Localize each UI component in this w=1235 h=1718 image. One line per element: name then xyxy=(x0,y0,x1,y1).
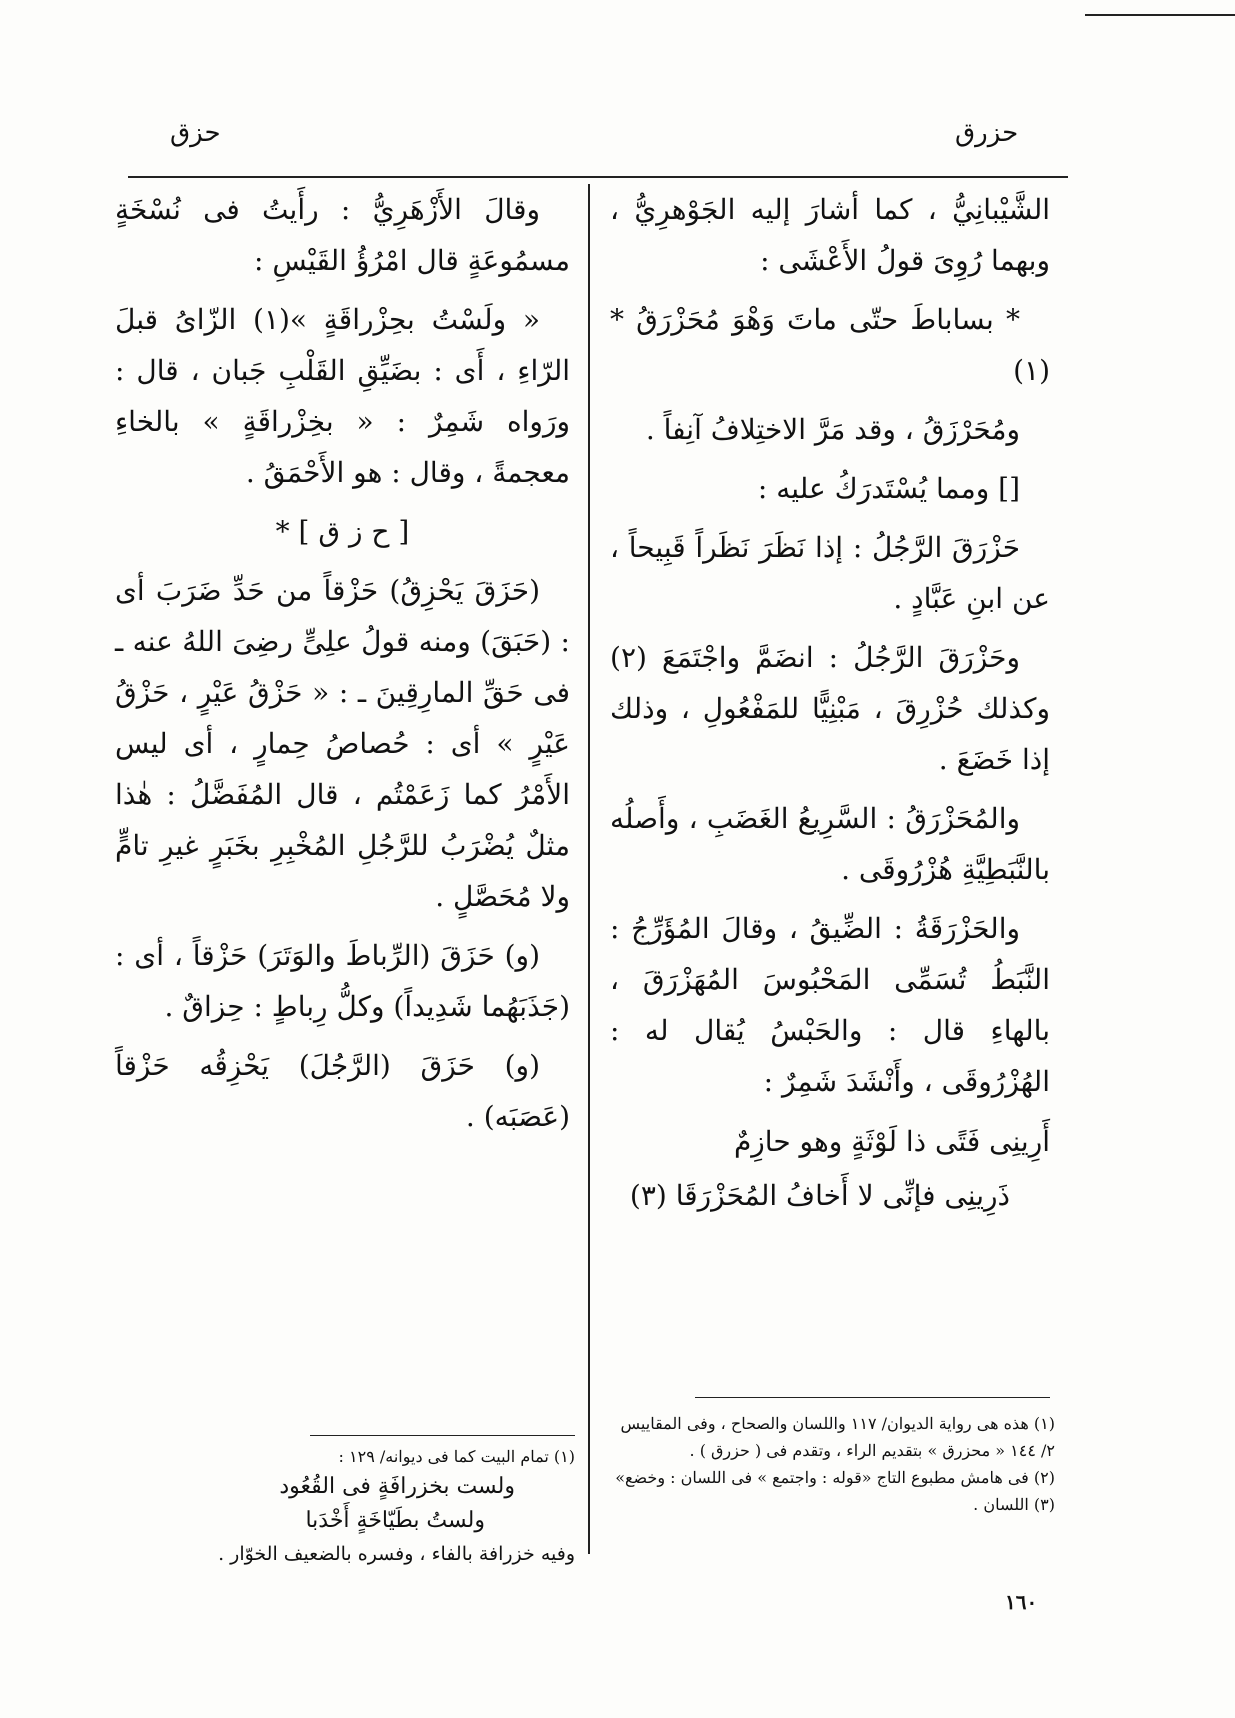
right-footnote-1: (١) هذه هى رواية الديوان/ ١١٧ واللسان والصحاح ، وفى المقاييس ٢/ ١٤٤ « محزرق » بتقديم الراء ، وتقدم فى ( حزرق ) . xyxy=(620,1414,1055,1460)
right-paragraph-7: والمُحَزْرَقُ : السَّرِيعُ الغَضَبِ ، وأَصلُه بالنَّبَطِيَّةِ هُزْرُوقَى . xyxy=(610,802,1050,886)
left-paragraph-1: وقالَ الأَزْهَرِيُّ : رأَيتُ فى نُسْخَةٍ مسمُوعَةٍ قال امْرُؤُ القَيْسِ : xyxy=(115,193,570,277)
left-column xyxy=(115,184,570,1150)
right-paragraph-4: [] ومما يُسْتَدرَكُ عليه : xyxy=(757,472,1020,505)
left-footnote-verse-1: ولست بخزرافَةٍ فى القُعُود xyxy=(279,1474,515,1499)
left-footnote-intro: (١) تمام البيت كما فى ديوانه/ ١٢٩ : xyxy=(338,1447,575,1466)
left-paragraph-5: (و) حَزَقَ (الرَّجُلَ) يَحْزِقُه حَزْقاً (عَصَبَه) . xyxy=(115,1049,570,1133)
right-paragraph-6: وحَزْرَقَ الرَّجُلُ : انضَمَّ واجْتَمَعَ (٢) وكذلك حُزْرِقَ ، مَبْنِيًّا للمَفْعُولِ ، وذلك إذا خَضَعَ . xyxy=(610,641,1050,776)
section-heading: [ ح ز ق ] * xyxy=(275,515,410,548)
left-footnote-verse-2: ولستُ بطَيّاخَةٍ أَخْدَبا xyxy=(305,1508,485,1533)
right-column xyxy=(610,184,1050,1223)
right-footnote-rule xyxy=(695,1397,1050,1398)
column-divider xyxy=(588,184,590,1554)
left-paragraph-3: (حَزَقَ يَحْزِقُ) حَزْقاً من حَدِّ ضَرَبَ أى : (حَبَقَ) ومنه قولُ علِىٍّ رضِىَ اللهُ عنه ـ فى حَقِّ المارِقِينَ ـ : « حَزْقُ عَيْرٍ ، حَزْقُ عَيْرٍ » أى : حُصاصُ حِمارٍ ، أى ليس الأَمْرُ كما زَعَمْتُم ، قال المُفَضَّلُ : هٰذا مثلٌ يُضْرَبُ للرَّجُلِ المُخْبِرِ بخَبَرٍ غيرِ تامٍّ ولا مُحَصَّلٍ . xyxy=(115,574,570,913)
right-paragraph-2: * بساباطَ حتّى ماتَ وَهْوَ مُحَزْرَقُ *(١) xyxy=(610,303,1050,387)
right-verse-line-2: ذَرِينِى فإنِّى لا أَخافُ المُحَزْرَقَا (٣) xyxy=(629,1179,1010,1212)
left-footnotes xyxy=(120,1443,575,1571)
left-paragraph-2: « ولَسْتُ بحِزْراقَةٍ »(١) الزّاىُ قبلَ الرّاءِ ، أَى : بضَيِّقِ القَلْبِ جَبان ، قال : ورَواه شَمِرٌ : « بخِزْراقَةٍ » بالخاءِ معجمةً ، وقال : هو الأَحْمَقُ . xyxy=(115,303,570,489)
right-paragraph-1: الشَّيْبانِيُّ ، كما أشارَ إليه الجَوْهرِيُّ ، وبهما رُوِىَ قولُ الأَعْشَى : xyxy=(610,193,1050,277)
right-verse-line-1: أَرِينِى فَتًى ذا لَوْثَةٍ وهو حازِمٌ xyxy=(733,1125,1050,1158)
corner-mark xyxy=(1085,14,1235,16)
left-paragraph-4: (و) حَزَقَ (الرِّباطَ والوَتَرَ) حَزْقاً ، أى : (جَذَبَهُما شَدِيداً) وكلُّ رِباطٍ : حِزاقٌ . xyxy=(115,939,570,1023)
left-footnote-rule xyxy=(310,1435,575,1436)
right-paragraph-8: والحَزْرَقَةُ : الضِّيقُ ، وقالَ المُؤَرِّجُ : النَّبَطُ تُسَمِّى المَحْبُوسَ المُهَزْرَقَ ، بالهاءِ قال : والحَبْسُ يُقال له : الهُزْرُوقَى ، وأَنْشَدَ شَمِرٌ : xyxy=(610,912,1050,1098)
page-number: ١٦٠ xyxy=(1005,1590,1038,1614)
right-footnote-2: (٢) فى هامش مطبوع التاج «قوله : واجتمع » فى اللسان : وخضع» xyxy=(615,1468,1055,1487)
right-footnotes xyxy=(615,1410,1055,1518)
right-paragraph-5: حَزْرَقَ الرَّجُلُ : إذا نَظَرَ نَظَراً قَبِيحاً ، عن ابنِ عَبَّادٍ . xyxy=(610,531,1050,615)
header-rule xyxy=(128,176,1068,178)
left-footnote-text: وفيه خزرافة بالفاء ، وفسره بالضعيف الخوّار . xyxy=(218,1543,575,1565)
right-footnote-3: (٣) اللسان . xyxy=(973,1495,1055,1514)
right-paragraph-3: ومُحَرْزَقُ ، وقد مَرَّ الاختِلافُ آنِفاً . xyxy=(645,413,1020,446)
left-headword: حزق xyxy=(170,118,221,148)
right-headword: حزرق xyxy=(955,118,1019,148)
